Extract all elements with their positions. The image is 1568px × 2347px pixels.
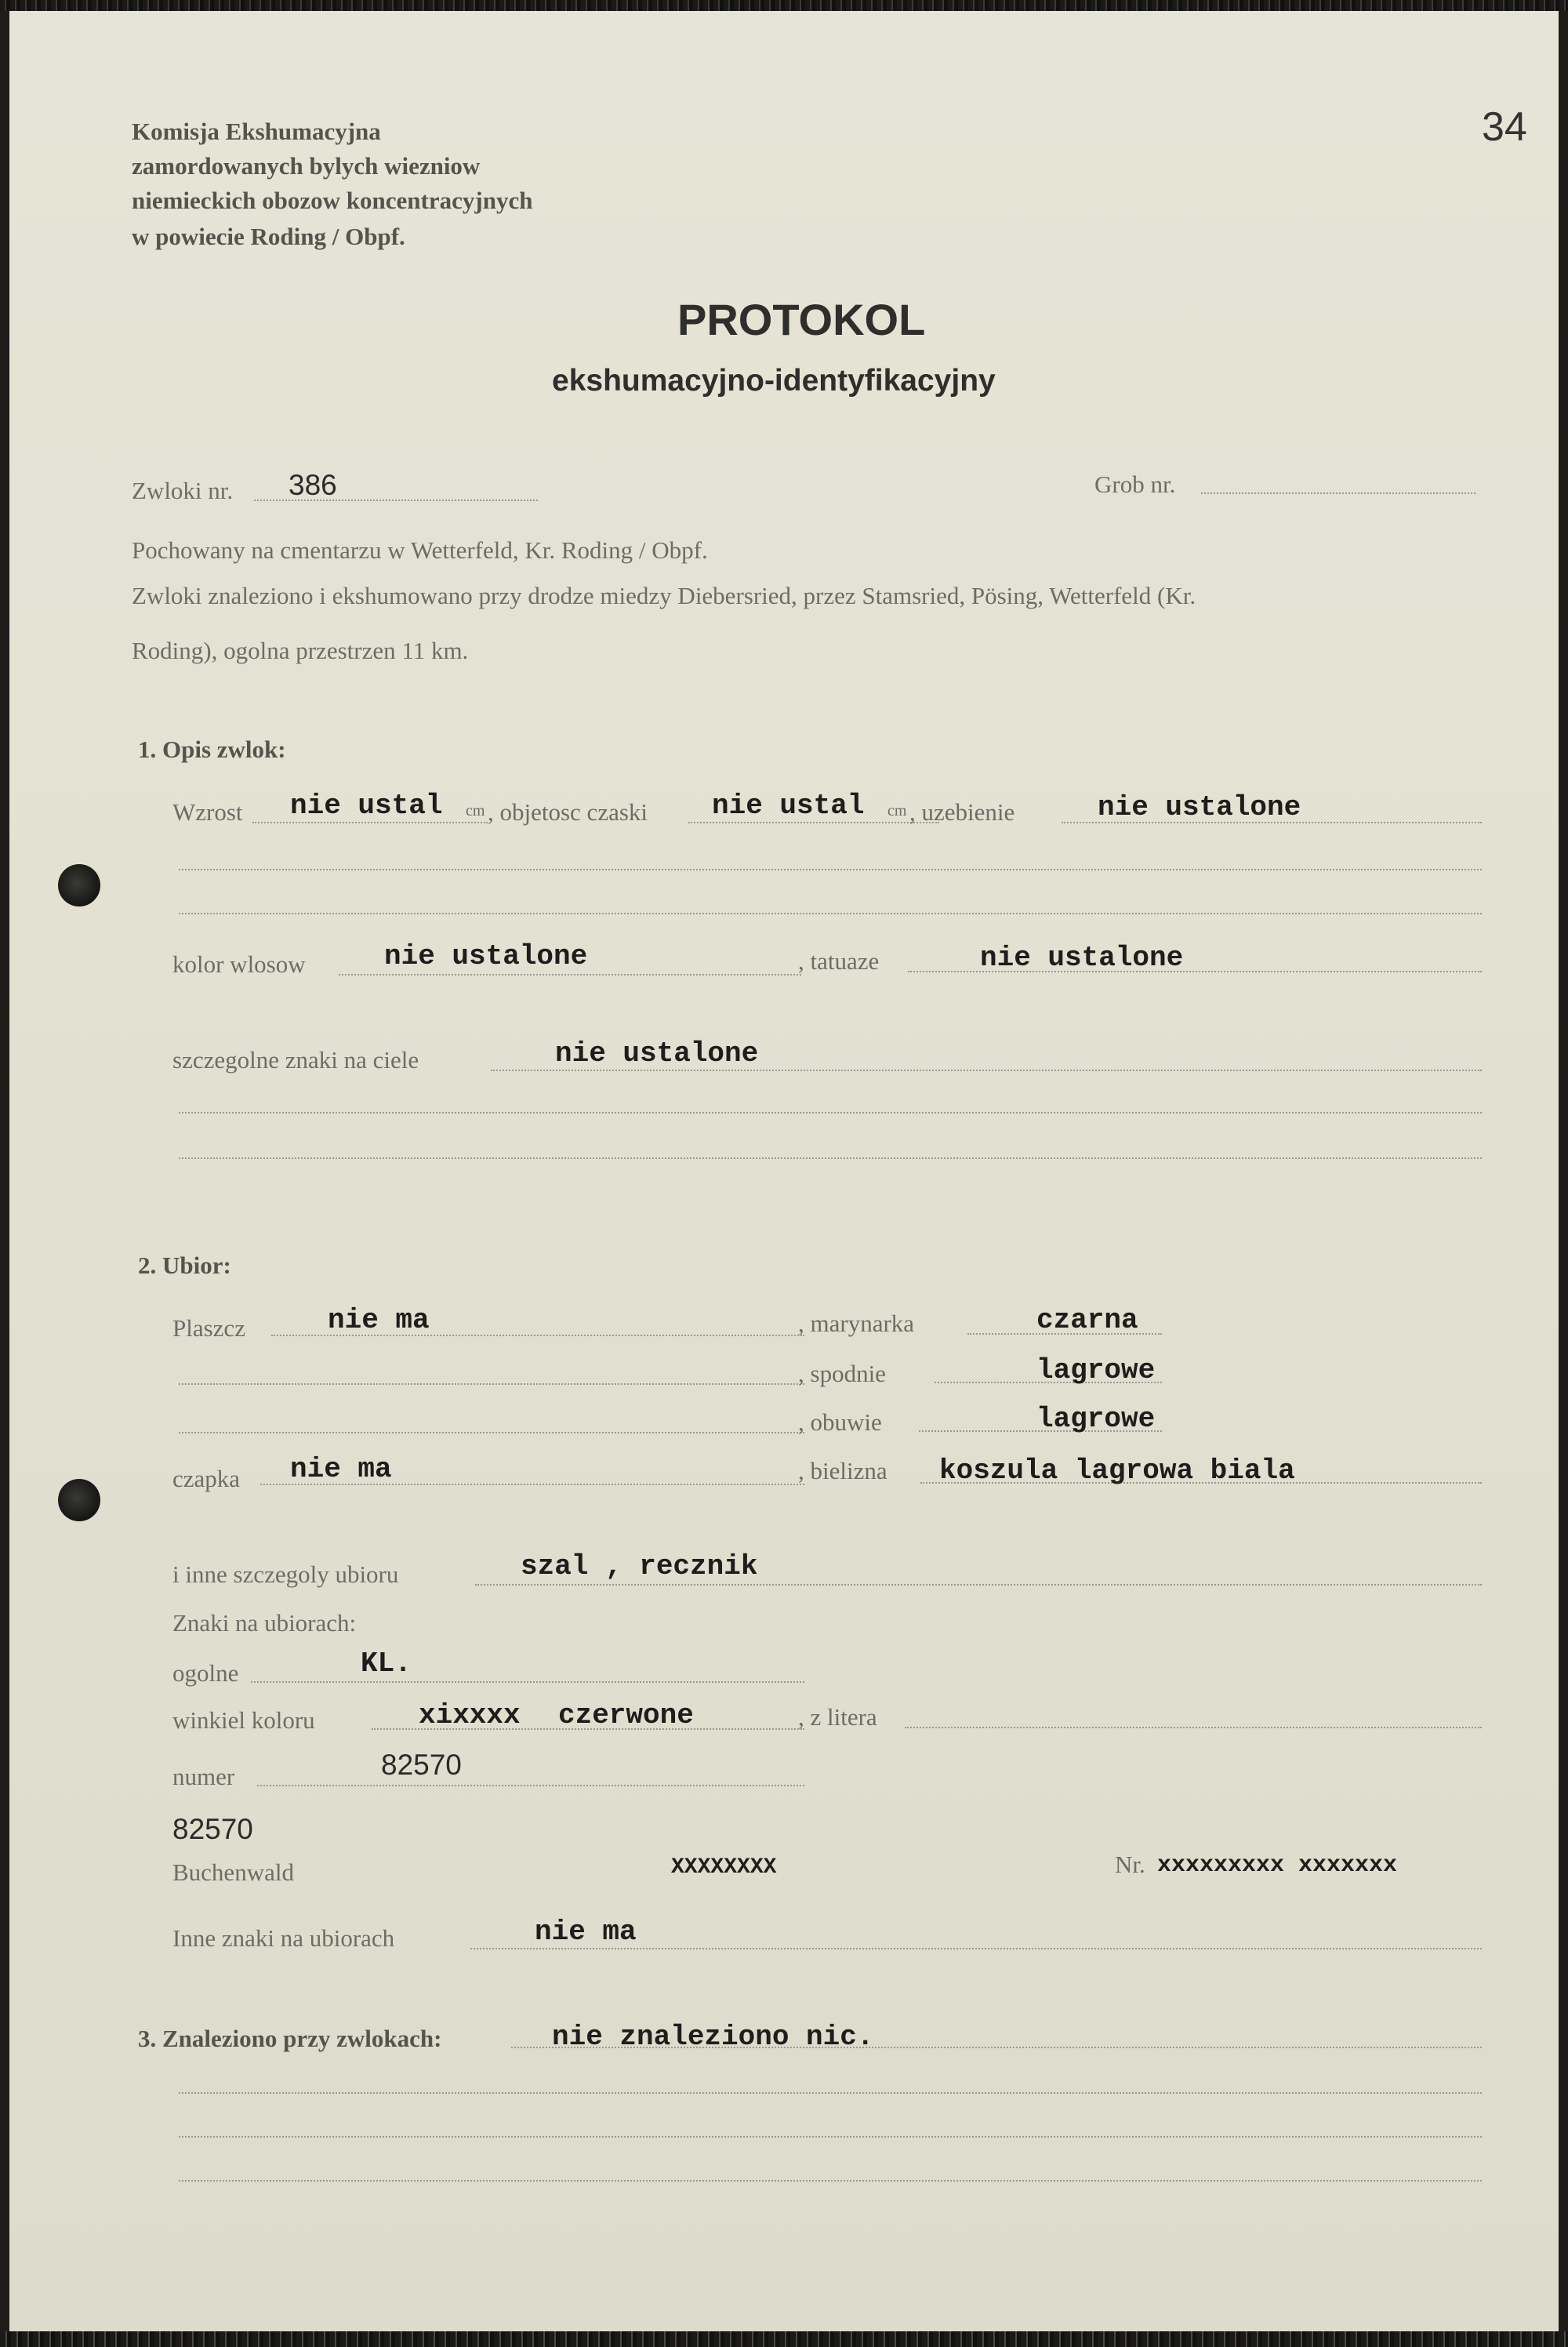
tatuaze-value: nie ustalone [980, 942, 1184, 974]
grob-label: Grob nr. [1094, 470, 1176, 498]
document-page [9, 11, 1559, 2334]
ogolne-value: KL. [361, 1648, 412, 1680]
document-subtitle: ekshumacyjno-identyfikacyjny [552, 364, 996, 398]
section-heading: 3. Znaleziono przy zwlokach: [138, 2025, 442, 2052]
tatuaze-label: , tatuaze [798, 947, 880, 975]
obuwie-value: lagrowe [1036, 1403, 1156, 1435]
czapka-value: nie ma [290, 1453, 392, 1485]
winkiel-value: czerwone [558, 1699, 694, 1731]
header-line: w powiecie Roding / Obpf. [132, 223, 405, 250]
objetosc-value: nie ustal [712, 790, 865, 822]
inne-znaki-value: nie ma [535, 1916, 637, 1948]
spodnie-label: , spodnie [798, 1360, 886, 1387]
inne-znaki-label: Inne znaki na ubiorach [172, 1924, 395, 1952]
wzrost-label: Wzrost [172, 798, 243, 826]
struck-text: XXXXXXXX [671, 1855, 777, 1880]
scan-edge-bottom [0, 2331, 1568, 2347]
zwloki-number: 386 [289, 469, 337, 501]
bielizna-label: , bielizna [798, 1457, 887, 1484]
numer-value: 82570 [381, 1749, 462, 1781]
scan-edge-top [0, 0, 1568, 11]
znaki-ubiory-heading: Znaki na ubiorach: [172, 1609, 357, 1637]
marynarka-value: czarna [1036, 1304, 1138, 1336]
header-line: niemieckich obozow koncentracyjnych [132, 187, 533, 214]
handwritten-number: 82570 [172, 1813, 253, 1845]
uzebienie-label: , uzebienie [909, 798, 1015, 826]
spodnie-value: lagrowe [1036, 1354, 1156, 1386]
document-title: PROTOKOL [677, 295, 926, 344]
winkiel-label: winkiel koloru [172, 1706, 315, 1734]
nr-label: Nr. [1115, 1851, 1145, 1878]
inne-ubior-value: szal , recznik [521, 1550, 758, 1582]
punch-hole [58, 1479, 100, 1521]
section-heading: 1. Opis zwlok: [138, 736, 286, 763]
czapka-label: czapka [172, 1465, 241, 1492]
wzrost-value: nie ustal [290, 790, 443, 822]
uzebienie-value: nie ustalone [1098, 791, 1301, 823]
objetosc-unit: cm [887, 802, 907, 819]
znaleziono-text: Zwloki znaleziono i ekshumowano przy drodze miedzy Diebersried, przez Stamsried, Pösing, Wetterfeld (Kr. [132, 582, 1196, 609]
objetosc-label: , objetosc czaski [488, 798, 648, 826]
page-number: 34 [1482, 104, 1527, 150]
marynarka-label: , marynarka [798, 1310, 915, 1337]
znaleziono-value: nie znaleziono nic. [552, 2021, 874, 2053]
obuwie-label: , obuwie [798, 1408, 882, 1436]
plaszcz-value: nie ma [328, 1304, 430, 1336]
header-line: zamordowanych bylych wiezniow [132, 152, 481, 180]
znaleziono-text: Roding), ogolna przestrzen 11 km. [132, 637, 469, 664]
plaszcz-label: Plaszcz [172, 1314, 245, 1342]
header-line: Komisja Ekshumacyjna [132, 118, 381, 145]
struck-text: xxxxxxxxx xxxxxxx [1157, 1852, 1398, 1879]
kolor-value: nie ustalone [384, 940, 588, 972]
winkiel-struck: xixxxx [419, 1699, 521, 1731]
znaki-value: nie ustalone [555, 1037, 759, 1070]
inne-ubior-label: i inne szczegoly ubioru [172, 1560, 399, 1588]
ogolne-label: ogolne [172, 1659, 239, 1687]
punch-hole [58, 864, 100, 906]
numer-label: numer [172, 1763, 235, 1790]
section-heading: 2. Ubior: [138, 1252, 231, 1279]
kolor-label: kolor wlosow [172, 950, 306, 978]
znaki-label: szczegolne znaki na ciele [172, 1046, 419, 1074]
wzrost-unit: cm [466, 802, 485, 819]
pochowany-text: Pochowany na cmentarzu w Wetterfeld, Kr. Roding / Obpf. [132, 536, 708, 564]
zwloki-label: Zwloki nr. [132, 477, 234, 504]
bielizna-value: koszula lagrowa biala [939, 1455, 1295, 1487]
litera-label: , z litera [798, 1703, 877, 1731]
buchenwald-text: Buchenwald [172, 1858, 294, 1886]
